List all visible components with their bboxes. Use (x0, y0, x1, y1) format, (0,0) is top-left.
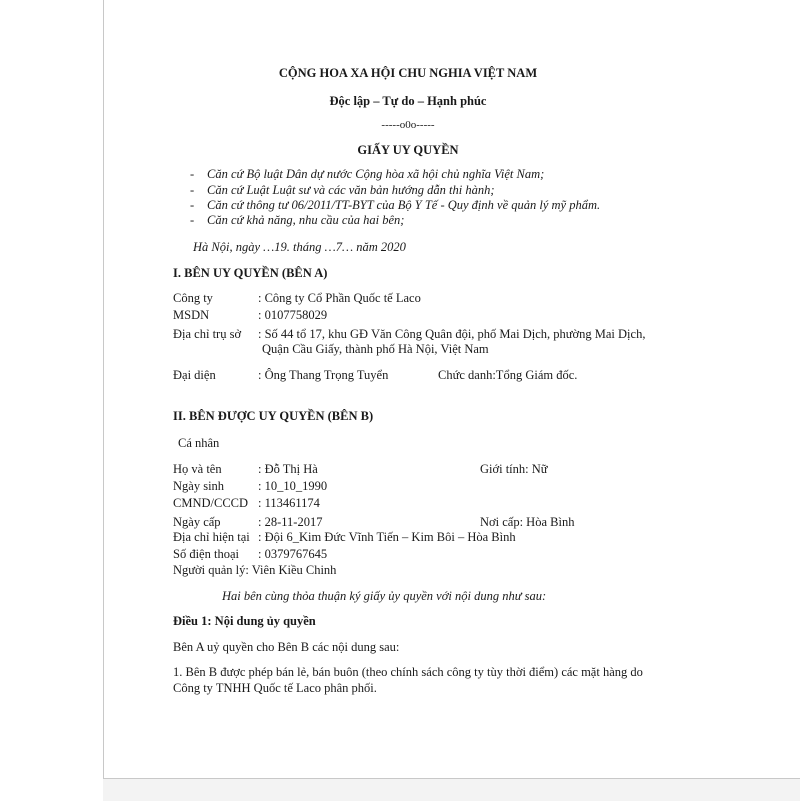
document-title: GIẤY UY QUYỀN (357, 143, 459, 157)
party-b-heading: II. BÊN ĐƯỢC UY QUYỀN (BÊN B) (173, 409, 374, 423)
party-a-heading: I. BÊN UY QUYỀN (BÊN A) (173, 266, 328, 280)
article-1-heading: Điều 1: Nội dung ủy quyền (173, 614, 316, 628)
company-label: Công ty (173, 291, 213, 305)
basis-item: Căn cứ thông tư 06/2011/TT-BYT của Bộ Y Tế - Quy định về quản lý mỹ phẩm. (207, 198, 601, 212)
basis-item: Căn cứ Luật Luật sư và các văn bản hướng dẫn thi hành; (207, 183, 495, 197)
dob-value: : 10_10_1990 (258, 479, 328, 493)
bullet-dash: - (190, 183, 195, 197)
basis-item: Căn cứ Bộ luật Dân dự nước Cộng hòa xã hội chủ nghĩa Việt Nam; (207, 167, 545, 181)
issue-date-value: : 28-11-2017 (258, 515, 323, 529)
current-address-value: : Đội 6_Kim Đức Vĩnh Tiến – Kim Bôi – Hòa Bình (258, 530, 516, 544)
date-line: Hà Nội, ngày …19. tháng …7… năm 2020 (193, 240, 406, 254)
motto: Độc lập – Tự do – Hạnh phúc (329, 94, 487, 108)
nation-heading: CỘNG HOA XA HỘI CHU NGHIA VIỆT NAM (278, 66, 538, 80)
address-value-line1: : Số 44 tổ 17, khu GĐ Văn Công Quân đội, phố Mai Dịch, phường Mai Dịch, (258, 327, 646, 341)
bullet-dash: - (190, 167, 195, 181)
article-1-intro: Bên A uỷ quyền cho Bên B các nội dung sau: (173, 640, 400, 654)
id-label: CMND/CCCD (173, 496, 249, 510)
dob-label: Ngày sinh (173, 479, 225, 493)
issue-place-value: Nơi cấp: Hòa Bình (480, 515, 575, 529)
id-value: : 113461174 (258, 496, 320, 510)
page-bottom-edge (103, 778, 800, 801)
gender-value: Giới tính: Nữ (480, 462, 548, 476)
basis-item: Căn cứ khả năng, nhu cầu của hai bên; (207, 213, 405, 227)
position-value: Chức danh:Tổng Giám đốc. (438, 368, 578, 382)
msdn-label: MSDN (173, 308, 210, 322)
representative-label: Đại diện (173, 368, 216, 382)
article-1-item-1-line-1: 1. Bên B được phép bán lẻ, bán buôn (theo chính sách công ty tùy thời điểm) các mặt hàng do (173, 665, 643, 679)
article-1-item-1-line-2: Công ty TNHH Quốc tế Laco phân phối. (173, 681, 377, 695)
representative-value: : Ông Thang Trọng Tuyển (258, 368, 389, 382)
bullet-dash: - (190, 198, 195, 212)
name-label: Họ và tên (173, 462, 222, 476)
separator: -----o0o----- (381, 119, 435, 131)
party-b-type: Cá nhân (178, 436, 220, 450)
phone-value: : 0379767645 (258, 547, 328, 561)
agreement-line: Hai bên cùng thỏa thuận ký giấy ủy quyền với nội dung như sau: (222, 589, 547, 603)
phone-label: Số điện thoại (173, 547, 239, 561)
current-address-label: Địa chỉ hiện tại (173, 530, 250, 544)
issue-date-label: Ngày cấp (173, 515, 221, 529)
name-value: : Đỗ Thị Hà (258, 462, 318, 476)
address-label: Địa chỉ trụ sở (173, 327, 242, 341)
manager-line: Người quản lý: Viên Kiều Chinh (173, 563, 337, 577)
address-value-line2: Quận Cầu Giấy, thành phố Hà Nội, Việt Nam (262, 342, 489, 356)
bullet-dash: - (190, 213, 195, 227)
company-value: : Công ty Cổ Phần Quốc tế Laco (258, 291, 421, 305)
msdn-value: : 0107758029 (258, 308, 328, 322)
